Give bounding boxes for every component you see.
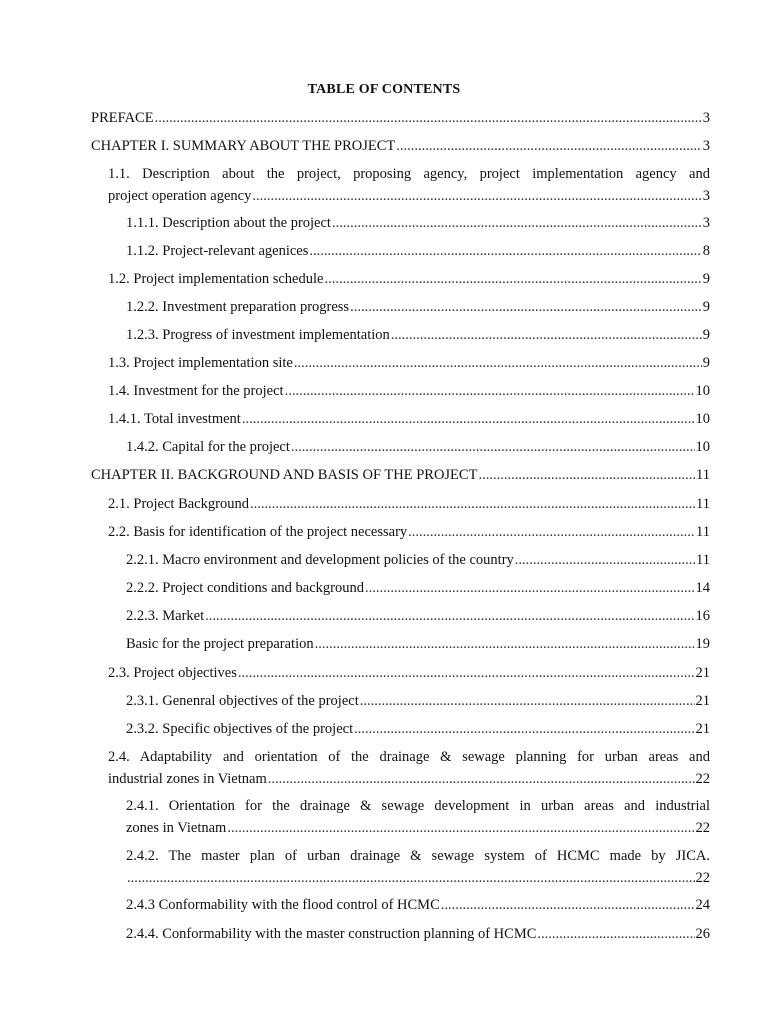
toc-title: TABLE OF CONTENTS	[307, 82, 461, 97]
toc-entry-page: 22	[695, 869, 710, 886]
toc-entry-text-line1: 1.1. Description about the project, proposing agency, project implementation agency and	[108, 166, 710, 182]
dot-leader	[537, 924, 694, 946]
toc-entry-text: 1.4.1. Total investment	[108, 411, 241, 427]
dot-leader	[478, 465, 695, 487]
toc-entry-text: 2.1. Project Background	[108, 496, 249, 512]
toc-entry-1-1-1[interactable]	[126, 213, 710, 235]
toc-entry-text: 2.3. Project objectives	[108, 665, 237, 681]
dot-leader	[365, 578, 695, 600]
toc-entry-text: 1.2.3. Progress of investment implementation	[126, 327, 390, 343]
toc-entry-text: 2.2.1. Macro environment and development policies of the country	[126, 552, 514, 568]
toc-entry-page: 8	[702, 243, 710, 259]
toc-entry-text-line1: 2.4. Adaptability and orientation of the drainage & sewage planning for urban areas and	[108, 749, 710, 765]
toc-entry-2-4[interactable]	[108, 747, 710, 790]
toc-entry-2-4-1[interactable]	[126, 796, 710, 839]
toc-entry-2-3-2[interactable]	[126, 719, 710, 741]
toc-entry-preface[interactable]	[91, 108, 710, 130]
toc-entry-text: 2.3.2. Specific objectives of the project	[126, 721, 354, 737]
dot-leader	[324, 269, 701, 291]
toc-entry-text: 2.2.2. Project conditions and background	[126, 580, 364, 596]
toc-entry-text: project operation agency	[108, 187, 252, 204]
toc-entry-page: 19	[695, 636, 710, 652]
dot-leader	[441, 895, 695, 917]
dot-leader	[315, 634, 695, 656]
toc-entry-2-4-2[interactable]	[126, 846, 710, 889]
toc-entry-1-1-2[interactable]	[126, 241, 710, 263]
toc-entry-text-line1: 2.4.1. Orientation for the drainage & sewage development in urban areas and industrial	[126, 798, 710, 814]
dot-leader	[285, 381, 695, 403]
toc-entry-page: 3	[702, 110, 710, 126]
toc-entry-page: 14	[695, 580, 710, 596]
toc-entry-text: 1.1.1. Description about the project	[126, 215, 331, 231]
toc-entry-page: 3	[702, 138, 710, 154]
toc-entry-text: 2.4.4. Conformability with the master construction planning of HCMC	[126, 926, 537, 942]
toc-entry-1-1[interactable]	[108, 164, 710, 207]
toc-entry-text: zones in Vietnam	[126, 819, 227, 836]
dot-leader	[408, 522, 695, 544]
toc-entry-page: 21	[695, 721, 710, 737]
toc-entry-text: 2.2.3. Market	[126, 608, 205, 624]
toc-entry-text: 1.2.2. Investment preparation progress	[126, 299, 350, 315]
toc-entry-page: 22	[695, 770, 710, 787]
toc-entry-1-2[interactable]	[108, 269, 710, 291]
toc-entry-page: 10	[695, 439, 710, 455]
toc-entry-page: 26	[695, 926, 710, 942]
dot-leader	[291, 437, 695, 459]
toc-entry-1-3[interactable]	[108, 353, 710, 375]
toc-entry-page: 9	[702, 355, 710, 371]
dot-leader	[515, 550, 695, 572]
toc-entry-page: 9	[702, 299, 710, 315]
toc-entry-page: 11	[696, 524, 710, 540]
toc-entry-text: CHAPTER I. SUMMARY ABOUT THE PROJECT	[91, 138, 396, 154]
toc-entry-text: PREFACE	[91, 110, 154, 126]
toc-entry-page: 21	[695, 665, 710, 681]
toc-entry-page: 24	[695, 897, 710, 913]
toc-entry-2-3-1[interactable]	[126, 691, 710, 713]
toc-entry-page: 3	[702, 187, 710, 204]
toc-entry-page: 10	[695, 383, 710, 399]
dot-leader	[205, 606, 694, 628]
dot-leader	[155, 108, 702, 130]
dot-leader	[227, 818, 694, 840]
dot-leader	[252, 186, 701, 208]
dot-leader	[360, 691, 695, 713]
toc-entry-1-2-2[interactable]	[126, 297, 710, 319]
toc-entry-page: 3	[702, 215, 710, 231]
dot-leader	[354, 719, 694, 741]
toc-entry-2-2-1[interactable]	[126, 550, 710, 572]
toc-entry-text: Basic for the project preparation	[126, 636, 314, 652]
dot-leader	[242, 409, 695, 431]
dot-leader	[350, 297, 702, 319]
toc-entry-text-line1: 2.4.2. The master plan of urban drainage & sewage system of HCMC made by JICA.	[126, 848, 710, 864]
dot-leader	[127, 868, 695, 890]
toc-entry-text: 1.1.2. Project-relevant agenices	[126, 243, 309, 259]
toc-entry-text: 1.3. Project implementation site	[108, 355, 293, 371]
toc-entry-text: industrial zones in Vietnam	[108, 770, 267, 787]
toc-entry-page: 16	[695, 608, 710, 624]
toc-entry-2-1[interactable]	[108, 494, 710, 516]
toc-entry-text: 2.4.3 Conformability with the flood control of HCMC	[126, 897, 440, 913]
toc-entry-text: CHAPTER II. BACKGROUND AND BASIS OF THE PROJECT	[91, 467, 478, 483]
dot-leader	[396, 136, 701, 158]
toc-entry-text: 1.4.2. Capital for the project	[126, 439, 290, 455]
dot-leader	[268, 769, 695, 791]
toc-entry-text: 2.3.1. Genenral objectives of the project	[126, 693, 359, 709]
toc-entry-2-4-4[interactable]	[126, 924, 710, 946]
toc-entry-basic-preparation[interactable]	[126, 634, 710, 656]
dot-leader	[250, 494, 695, 516]
dot-leader	[294, 353, 702, 375]
toc-entry-page: 10	[695, 411, 710, 427]
toc-entry-1-4-1[interactable]	[108, 409, 710, 431]
toc-entry-text: 2.2. Basis for identification of the project necessary	[108, 524, 408, 540]
toc-entry-page: 21	[695, 693, 710, 709]
toc-entry-page: 22	[695, 819, 710, 836]
toc-entry-page: 9	[702, 327, 710, 343]
toc-entry-text: 1.4. Investment for the project	[108, 383, 284, 399]
dot-leader	[332, 213, 702, 235]
toc-entry-1-2-3[interactable]	[126, 325, 710, 347]
toc-entry-page: 9	[702, 271, 710, 287]
toc-entry-2-3[interactable]	[108, 663, 710, 685]
toc-entry-2-4-3[interactable]	[126, 895, 710, 917]
toc-entry-page: 11	[696, 467, 710, 483]
toc-entry-chapter-1[interactable]	[91, 136, 710, 158]
dot-leader	[238, 663, 695, 685]
toc-entry-1-4[interactable]	[108, 381, 710, 403]
toc-entry-2-2[interactable]	[108, 522, 710, 544]
dot-leader	[309, 241, 701, 263]
toc-entry-chapter-2[interactable]	[91, 465, 710, 487]
toc-entry-2-2-3[interactable]	[126, 606, 710, 628]
toc-entry-page: 11	[696, 496, 710, 512]
toc-entry-2-2-2[interactable]	[126, 578, 710, 600]
toc-entry-1-4-2[interactable]	[126, 437, 710, 459]
dot-leader	[391, 325, 702, 347]
toc-entry-page: 11	[696, 552, 710, 568]
toc-entry-text: 1.2. Project implementation schedule	[108, 271, 324, 287]
